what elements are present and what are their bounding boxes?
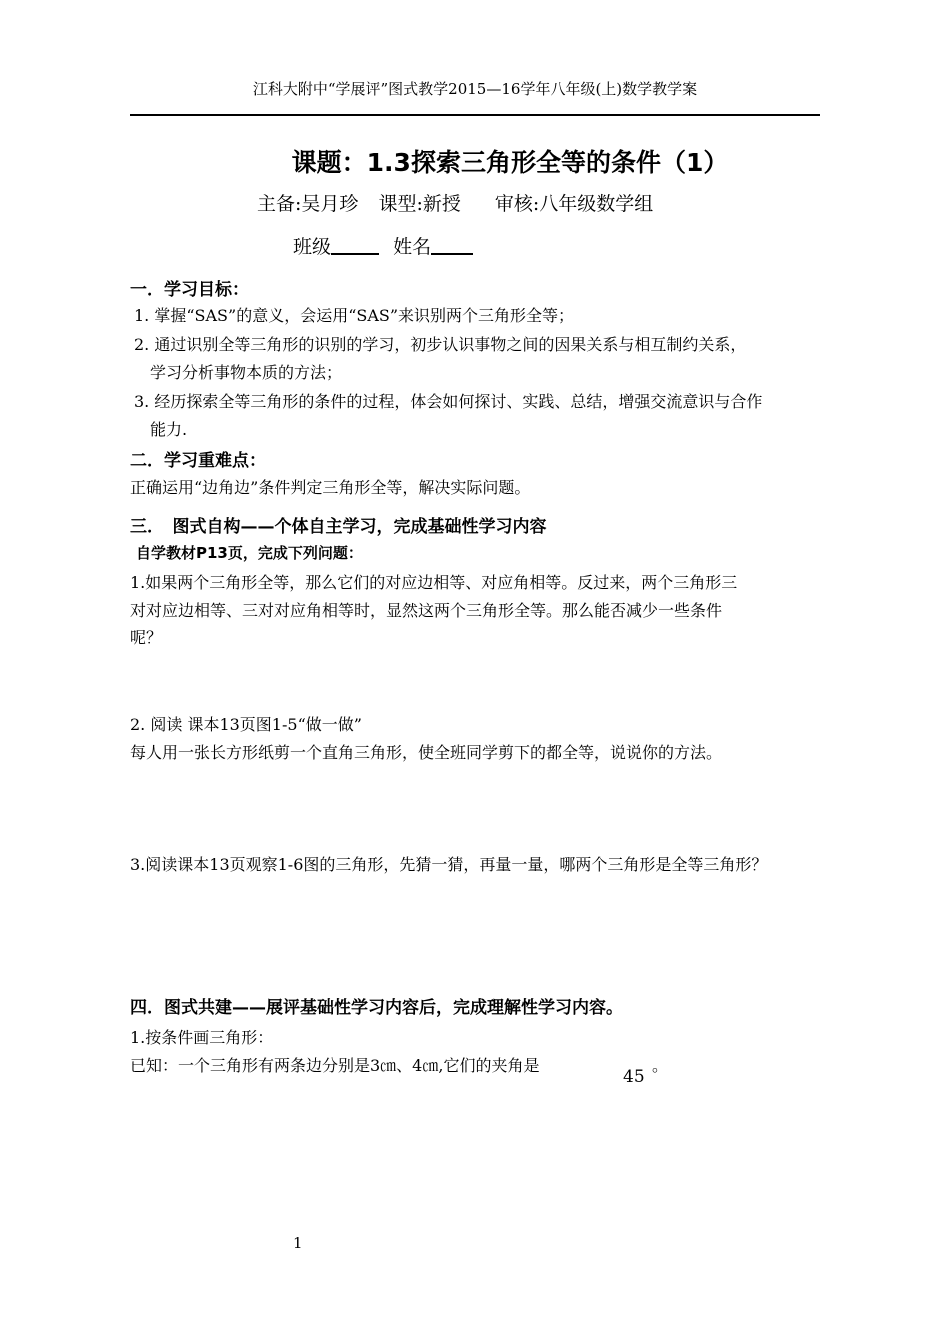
question1-line3: 呢？ — [130, 628, 163, 647]
name-label: 姓名 — [393, 236, 432, 258]
section2-heading: 二．学习重难点： — [130, 451, 266, 471]
goal-item-2: 2. 通过识别全等三角形的识别的学习，初步认识事物之间的因果关系与相互制约关系， — [134, 335, 747, 354]
reviewer: 审核:八年级数学组 — [494, 193, 654, 215]
page-header: 江科大附中“学展评”图式教学2015—16学年八年级(上)数学教学案 — [252, 80, 698, 98]
class-blank[interactable] — [331, 235, 379, 255]
section1-heading: 一．学习目标： — [130, 280, 249, 300]
known-period: 。 — [652, 1056, 669, 1075]
lesson-title: 课题：1.3探索三角形全等的条件（1） — [291, 148, 729, 177]
key-point-text: 正确运用“边角边”条件判定三角形全等，解决实际问题。 — [130, 478, 531, 497]
goal-item-3: 3. 经历探索全等三角形的条件的过程，体会如何探讨、实践、总结，增强交流意识与合作 — [134, 392, 763, 411]
goal-item-2-cont: 学习分析事物本质的方法； — [150, 363, 343, 382]
question1-line1: 1.如果两个三角形全等，那么它们的对应边相等、对应角相等。反过来，两个三角形三 — [130, 573, 738, 592]
question2-line1: 2. 阅读 课本13页图1-5“做一做” — [130, 715, 362, 734]
question3: 3.阅读课本13页观察1-6图的三角形，先猜一猜，再量一量，哪两个三角形是全等三角形？ — [130, 855, 768, 874]
author-label: 主备:吴月珍 — [257, 193, 359, 215]
section3-subheading: 自学教材P13页，完成下列问题： — [136, 544, 363, 562]
header-rule — [130, 114, 820, 116]
known-condition: 已知：一个三角形有两条边分别是3㎝、4㎝,它们的夹角是 — [130, 1056, 540, 1075]
lesson-type: 课型:新授 — [378, 193, 461, 215]
name-blank[interactable] — [431, 235, 473, 255]
class-label: 班级 — [293, 236, 332, 258]
angle-value: 45 — [623, 1067, 645, 1087]
class-name-line — [293, 232, 473, 259]
author-line — [257, 189, 667, 216]
goal-item-3-cont: 能力. — [150, 420, 188, 439]
page-number: 1 — [293, 1234, 303, 1252]
question2-line2: 每人用一张长方形纸剪一个直角三角形，使全班同学剪下的都全等，说说你的方法。 — [130, 743, 723, 762]
question1-line2: 对对应边相等、三对对应角相等时，显然这两个三角形全等。那么能否减少一些条件 — [130, 601, 723, 620]
section4-heading: 四．图式共建——展评基础性学习内容后，完成理解性学习内容。 — [130, 998, 623, 1018]
goal-item-1: 1. 掌握“SAS”的意义，会运用“SAS”来识别两个三角形全等； — [134, 306, 575, 325]
section4-item1: 1.按条件画三角形： — [130, 1028, 274, 1047]
section3-heading: 三． 图式自构——个体自主学习，完成基础性学习内容 — [130, 517, 547, 537]
